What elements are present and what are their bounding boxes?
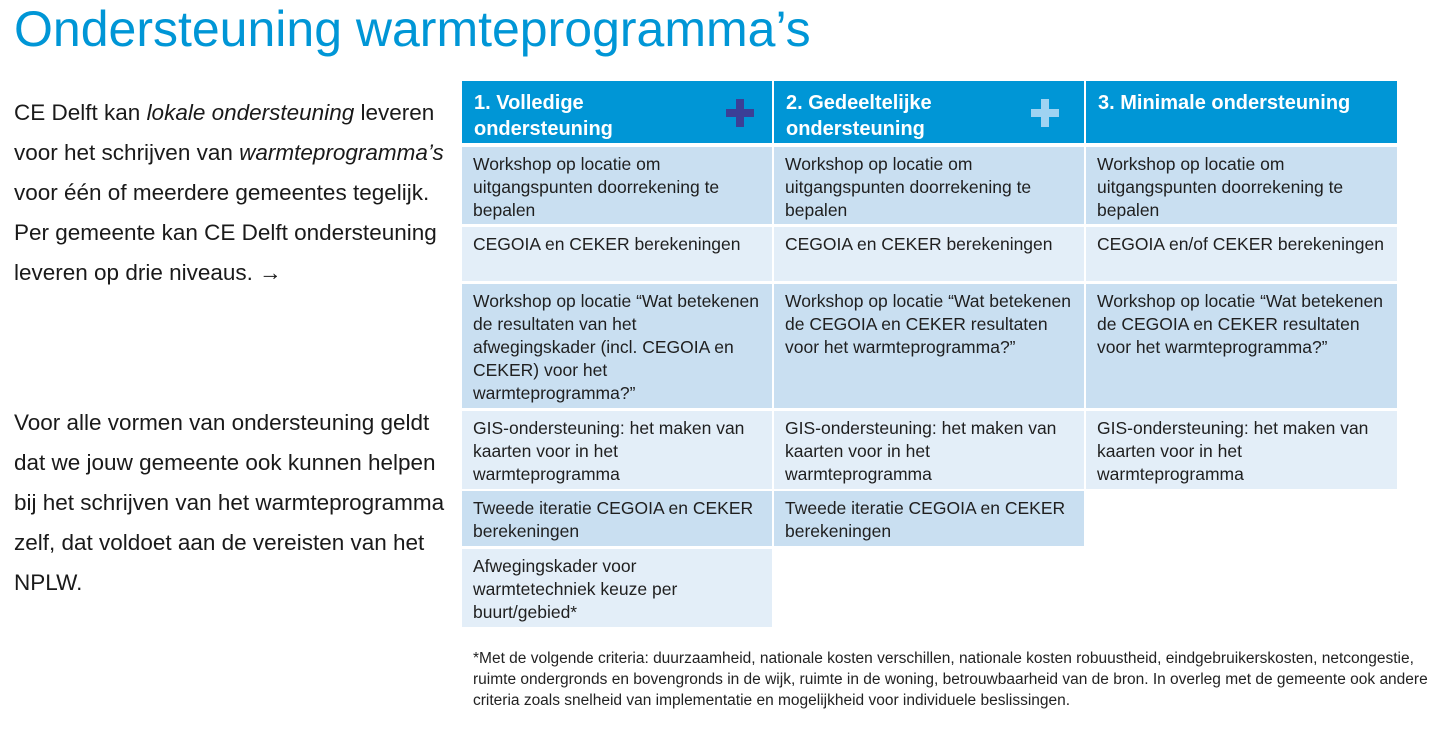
plus-icon xyxy=(726,99,754,127)
header-label: 3. Minimale ondersteuning xyxy=(1098,92,1351,114)
intro-text-b: leveren voor het schrijven van xyxy=(14,100,435,165)
intro-text-a: CE Delft kan xyxy=(14,100,147,125)
table-cell: Workshop op locatie om uitgangspunten doorrekening te bepalen xyxy=(462,147,772,224)
table-cell: Workshop op locatie “Wat betekenen de CEGOIA en CEKER resultaten voor het warmteprogramma?” xyxy=(774,284,1084,408)
table-cell: Workshop op locatie om uitgangspunten doorrekening te bepalen xyxy=(774,147,1084,224)
intro-paragraph xyxy=(14,93,454,293)
table-cell: GIS-ondersteuning: het maken van kaarten voor in het warmteprogramma xyxy=(774,411,1084,489)
table-cell: Workshop op locatie “Wat betekenen de resultaten van het afwegingskader (incl. CEGOIA en CEKER) voor het warmteprogramma?” xyxy=(462,284,772,408)
table-cell: GIS-ondersteuning: het maken van kaarten voor in het warmteprogramma xyxy=(462,411,772,489)
support-note-paragraph: Voor alle vormen van ondersteuning geldt dat we jouw gemeente ook kunnen helpen bij het schrijven van het warmteprogramma zelf, dat voldoet aan de vereisten van het NPLW. xyxy=(14,410,445,595)
footnote: *Met de volgende criteria: duurzaamheid, nationale kosten verschillen, nationale kosten robuustheid, eindgebruikerskosten, netcongestie, ruimte ondergronds en bovengronds in de wijk, ruimte in de woning, betrouwbaarheid van de bron. In overleg met de gemeente ook andere criteria zoals snelheid van implementatie en mogelijkheid voor individuele beslissingen. xyxy=(473,650,1428,709)
table-cell: Tweede iteratie CEGOIA en CEKER berekeningen xyxy=(462,491,772,546)
header-label: 2. Gedeeltelijke ondersteuning xyxy=(786,92,932,140)
column-header-minimal-support xyxy=(1086,81,1397,143)
table-cell: Workshop op locatie “Wat betekenen de CEGOIA en CEKER resultaten voor het warmteprogramma?” xyxy=(1086,284,1397,408)
column-header-full-support xyxy=(462,81,772,143)
intro-emphasis-heat-programs: warmteprogramma’s xyxy=(239,140,444,165)
intro-text-c: voor één of meerdere gemeentes tegelijk. Per gemeente kan CE Delft ondersteuning leveren op drie niveaus. → xyxy=(14,180,437,285)
table-cell: GIS-ondersteuning: het maken van kaarten voor in het warmteprogramma xyxy=(1086,411,1397,489)
page-title: Ondersteuning warmteprogramma’s xyxy=(14,1,811,57)
plus-icon xyxy=(1031,99,1059,127)
table-cell: Tweede iteratie CEGOIA en CEKER berekeningen xyxy=(774,491,1084,546)
table-cell: Workshop op locatie om uitgangspunten doorrekening te bepalen xyxy=(1086,147,1397,224)
column-header-partial-support xyxy=(774,81,1084,143)
intro-emphasis-local-support: lokale ondersteuning xyxy=(146,100,355,125)
table-cell: CEGOIA en/of CEKER berekeningen xyxy=(1086,227,1397,281)
header-label: 1. Volledige ondersteuning xyxy=(474,92,613,140)
table-cell: CEGOIA en CEKER berekeningen xyxy=(774,227,1084,281)
table-cell: CEGOIA en CEKER berekeningen xyxy=(462,227,772,281)
table-cell: Afwegingskader voor warmtetechniek keuze per buurt/gebied* xyxy=(462,549,772,627)
